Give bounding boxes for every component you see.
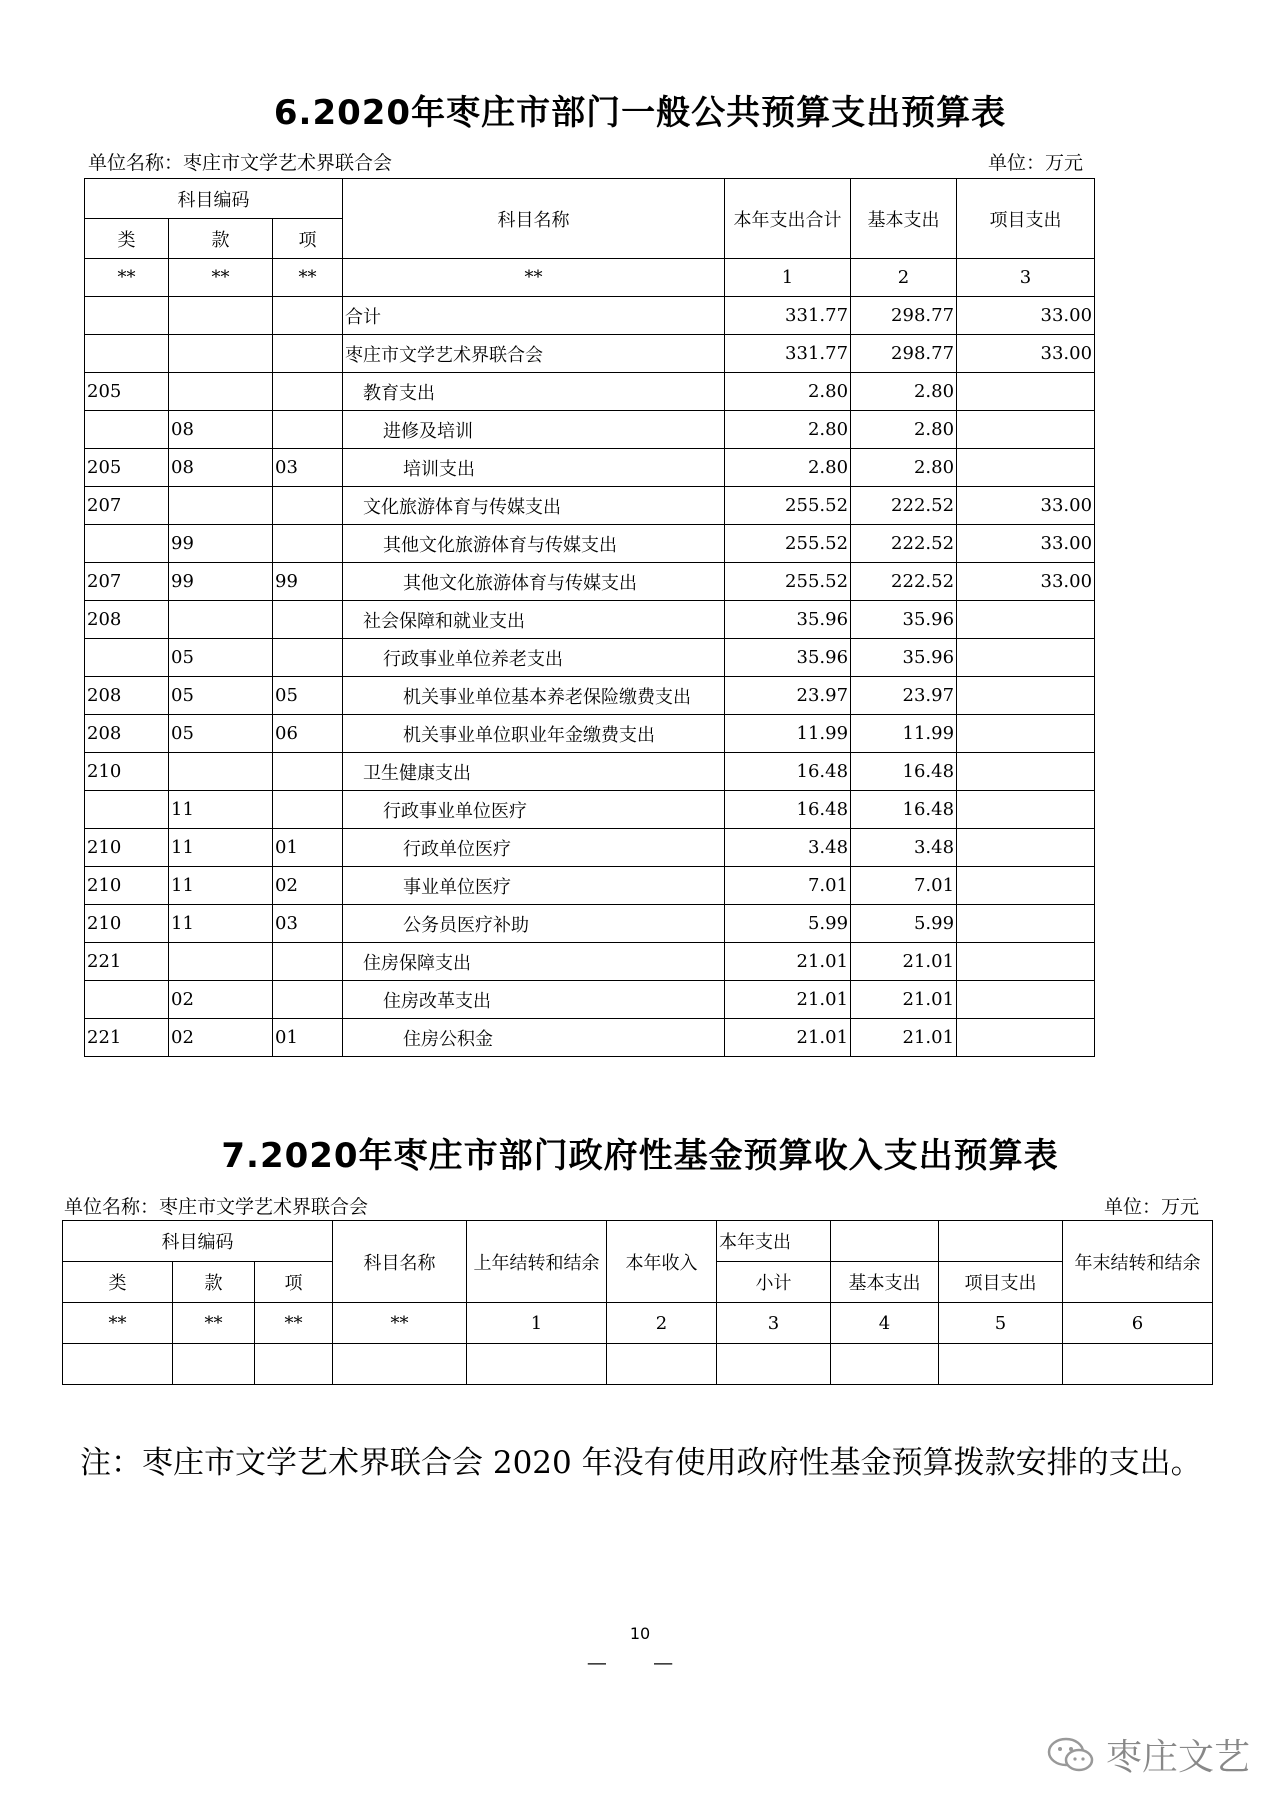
table-row <box>85 829 1095 867</box>
index-cell: ** <box>169 259 273 297</box>
cell-project <box>957 753 1095 791</box>
table-row <box>85 411 1095 449</box>
cell-kuan: 08 <box>169 449 273 487</box>
t7-index-cell: 3 <box>717 1303 831 1344</box>
t7-index-cell: ** <box>333 1303 467 1344</box>
cell-name: 机关事业单位职业年金缴费支出 <box>343 715 725 753</box>
table-row <box>85 791 1095 829</box>
cell-basic: 21.01 <box>851 943 957 981</box>
cell-project: 33.00 <box>957 563 1095 601</box>
cell-name: 卫生健康支出 <box>343 753 725 791</box>
cell-xiang: 05 <box>273 677 343 715</box>
table-row <box>85 373 1095 411</box>
t7-index-cell: 1 <box>467 1303 607 1344</box>
cell-kuan: 99 <box>169 525 273 563</box>
cell-kuan: 11 <box>169 867 273 905</box>
cell-kuan <box>169 373 273 411</box>
cell-kuan: 99 <box>169 563 273 601</box>
note-text: 注：枣庄市文学艺术界联合会 2020 年没有使用政府性基金预算拨款安排的支出。 <box>80 1445 1202 1481</box>
table6 <box>84 178 1095 1057</box>
cell-project <box>957 449 1095 487</box>
index-cell: 1 <box>725 259 851 297</box>
t7-header-name: 科目名称 <box>333 1221 467 1303</box>
cell-basic: 35.96 <box>851 601 957 639</box>
cell-lei: 208 <box>85 715 169 753</box>
cell-kuan: 05 <box>169 639 273 677</box>
t7-index-cell: ** <box>173 1303 255 1344</box>
index-cell: 2 <box>851 259 957 297</box>
table-row <box>85 715 1095 753</box>
cell-name: 公务员医疗补助 <box>343 905 725 943</box>
cell-xiang: 06 <box>273 715 343 753</box>
cell-project <box>957 829 1095 867</box>
cell-project: 33.00 <box>957 487 1095 525</box>
cell-xiang <box>273 639 343 677</box>
t7-header-basic: 基本支出 <box>831 1262 939 1303</box>
cell-kuan: 11 <box>169 905 273 943</box>
cell-xiang: 02 <box>273 867 343 905</box>
cell-total: 255.52 <box>725 487 851 525</box>
cell-name: 住房公积金 <box>343 1019 725 1057</box>
cell-lei: 205 <box>85 449 169 487</box>
cell-lei <box>85 639 169 677</box>
header-kuan: 款 <box>169 219 273 259</box>
cell-total: 2.80 <box>725 411 851 449</box>
cell-basic: 16.48 <box>851 753 957 791</box>
index-cell: 3 <box>957 259 1095 297</box>
cell-total: 2.80 <box>725 373 851 411</box>
table-row <box>85 335 1095 373</box>
header-project: 项目支出 <box>957 179 1095 259</box>
cell-total: 7.01 <box>725 867 851 905</box>
t7-index-cell: 5 <box>939 1303 1063 1344</box>
t7-header-subtotal: 小计 <box>717 1262 831 1303</box>
header-basic: 基本支出 <box>851 179 957 259</box>
cell-xiang <box>273 753 343 791</box>
cell-lei <box>85 525 169 563</box>
cell-project: 33.00 <box>957 335 1095 373</box>
cell-name: 其他文化旅游体育与传媒支出 <box>343 525 725 563</box>
cell-total: 16.48 <box>725 791 851 829</box>
cell-name: 合计 <box>343 297 725 335</box>
cell-xiang: 03 <box>273 449 343 487</box>
cell-basic: 23.97 <box>851 677 957 715</box>
cell-basic: 5.99 <box>851 905 957 943</box>
cell-basic: 222.52 <box>851 487 957 525</box>
cell-basic: 222.52 <box>851 525 957 563</box>
t7-index-cell: 4 <box>831 1303 939 1344</box>
table-row <box>85 563 1095 601</box>
cell-name: 枣庄市文学艺术界联合会 <box>343 335 725 373</box>
cell-project: 33.00 <box>957 297 1095 335</box>
t7-header-end-balance: 年末结转和结余 <box>1063 1221 1213 1303</box>
cell-xiang <box>273 601 343 639</box>
table-row <box>85 525 1095 563</box>
header-name: 科目名称 <box>343 179 725 259</box>
cell-basic: 222.52 <box>851 563 957 601</box>
cell-project <box>957 905 1095 943</box>
cell-xiang <box>273 411 343 449</box>
cell-name: 社会保障和就业支出 <box>343 601 725 639</box>
t7-index-cell: ** <box>255 1303 333 1344</box>
cell-kuan <box>169 601 273 639</box>
cell-basic: 3.48 <box>851 829 957 867</box>
watermark <box>1046 1729 1250 1780</box>
table-row <box>85 1019 1095 1057</box>
cell-total: 21.01 <box>725 943 851 981</box>
t7-header-xiang: 项 <box>255 1262 333 1303</box>
header-code-group: 科目编码 <box>85 179 343 219</box>
table6-title: 6.2020年枣庄市部门一般公共预算支出预算表 <box>273 93 1007 133</box>
cell-total: 21.01 <box>725 1019 851 1057</box>
cell-name: 进修及培训 <box>343 411 725 449</box>
cell-kuan: 05 <box>169 715 273 753</box>
table-row <box>85 639 1095 677</box>
table-row <box>85 905 1095 943</box>
cell-lei <box>85 411 169 449</box>
table-row <box>85 449 1095 487</box>
wechat-icon <box>1046 1735 1096 1775</box>
cell-name: 机关事业单位基本养老保险缴费支出 <box>343 677 725 715</box>
cell-xiang <box>273 791 343 829</box>
table7-org: 单位名称：枣庄市文学艺术界联合会 <box>64 1196 369 1218</box>
t7-header-blank <box>939 1221 1063 1262</box>
cell-kuan: 02 <box>169 1019 273 1057</box>
cell-lei: 210 <box>85 867 169 905</box>
table7 <box>62 1220 1213 1385</box>
cell-name: 行政事业单位养老支出 <box>343 639 725 677</box>
cell-name: 其他文化旅游体育与传媒支出 <box>343 563 725 601</box>
cell-kuan <box>169 335 273 373</box>
cell-total: 3.48 <box>725 829 851 867</box>
header-lei: 类 <box>85 219 169 259</box>
cell-total: 16.48 <box>725 753 851 791</box>
cell-kuan <box>169 753 273 791</box>
cell-basic: 21.01 <box>851 1019 957 1057</box>
index-cell: ** <box>85 259 169 297</box>
cell-lei: 207 <box>85 487 169 525</box>
cell-project <box>957 677 1095 715</box>
table7-title: 7.2020年枣庄市部门政府性基金预算收入支出预算表 <box>221 1136 1059 1176</box>
cell-project <box>957 639 1095 677</box>
cell-total: 35.96 <box>725 639 851 677</box>
cell-project <box>957 943 1095 981</box>
cell-total: 23.97 <box>725 677 851 715</box>
cell-lei: 210 <box>85 829 169 867</box>
cell-project <box>957 1019 1095 1057</box>
cell-lei <box>85 335 169 373</box>
cell-lei: 205 <box>85 373 169 411</box>
cell-total: 331.77 <box>725 335 851 373</box>
cell-xiang <box>273 297 343 335</box>
index-cell: ** <box>273 259 343 297</box>
cell-name: 培训支出 <box>343 449 725 487</box>
watermark-text: 枣庄文艺 <box>1105 1737 1250 1778</box>
cell-xiang <box>273 981 343 1019</box>
t7-header-project: 项目支出 <box>939 1262 1063 1303</box>
cell-kuan: 11 <box>169 829 273 867</box>
cell-basic: 298.77 <box>851 335 957 373</box>
cell-xiang <box>273 943 343 981</box>
cell-project <box>957 791 1095 829</box>
cell-project <box>957 601 1095 639</box>
cell-basic: 298.77 <box>851 297 957 335</box>
cell-xiang <box>273 335 343 373</box>
index-cell: ** <box>343 259 725 297</box>
table6-org: 单位名称：枣庄市文学艺术界联合会 <box>88 152 393 174</box>
t7-index-cell: ** <box>63 1303 173 1344</box>
cell-xiang: 99 <box>273 563 343 601</box>
cell-kuan: 08 <box>169 411 273 449</box>
cell-xiang: 03 <box>273 905 343 943</box>
cell-basic: 35.96 <box>851 639 957 677</box>
cell-project <box>957 867 1095 905</box>
cell-basic: 7.01 <box>851 867 957 905</box>
cell-basic: 11.99 <box>851 715 957 753</box>
cell-total: 331.77 <box>725 297 851 335</box>
t7-index-cell: 2 <box>607 1303 717 1344</box>
table-row <box>85 753 1095 791</box>
cell-project <box>957 981 1095 1019</box>
t7-header-code-group: 科目编码 <box>63 1221 333 1262</box>
cell-lei: 221 <box>85 1019 169 1057</box>
cell-total: 21.01 <box>725 981 851 1019</box>
table-row <box>85 981 1095 1019</box>
table-row <box>85 601 1095 639</box>
cell-lei: 208 <box>85 677 169 715</box>
cell-total: 255.52 <box>725 525 851 563</box>
cell-name: 文化旅游体育与传媒支出 <box>343 487 725 525</box>
t7-header-blank <box>831 1221 939 1262</box>
cell-xiang: 01 <box>273 1019 343 1057</box>
cell-lei: 208 <box>85 601 169 639</box>
cell-total: 2.80 <box>725 449 851 487</box>
t7-header-lei: 类 <box>63 1262 173 1303</box>
cell-lei: 210 <box>85 753 169 791</box>
cell-project: 33.00 <box>957 525 1095 563</box>
cell-xiang: 01 <box>273 829 343 867</box>
cell-kuan: 02 <box>169 981 273 1019</box>
cell-basic: 16.48 <box>851 791 957 829</box>
cell-xiang <box>273 487 343 525</box>
cell-lei <box>85 297 169 335</box>
header-xiang: 项 <box>273 219 343 259</box>
cell-lei: 210 <box>85 905 169 943</box>
t7-empty-row <box>63 1344 1213 1385</box>
cell-name: 住房改革支出 <box>343 981 725 1019</box>
cell-lei <box>85 981 169 1019</box>
cell-xiang <box>273 525 343 563</box>
page-dash: — — <box>586 1650 694 1674</box>
cell-lei: 207 <box>85 563 169 601</box>
cell-kuan <box>169 297 273 335</box>
cell-kuan: 05 <box>169 677 273 715</box>
t7-header-income: 本年收入 <box>607 1221 717 1303</box>
cell-name: 行政单位医疗 <box>343 829 725 867</box>
cell-basic: 21.01 <box>851 981 957 1019</box>
cell-kuan: 11 <box>169 791 273 829</box>
header-total: 本年支出合计 <box>725 179 851 259</box>
cell-total: 5.99 <box>725 905 851 943</box>
cell-xiang <box>273 373 343 411</box>
table7-unit: 单位：万元 <box>1104 1196 1200 1218</box>
cell-kuan <box>169 487 273 525</box>
table-row <box>85 297 1095 335</box>
table-row <box>85 487 1095 525</box>
cell-lei: 221 <box>85 943 169 981</box>
table-row <box>85 943 1095 981</box>
cell-name: 行政事业单位医疗 <box>343 791 725 829</box>
page-number: 10 <box>629 1624 651 1643</box>
cell-name: 事业单位医疗 <box>343 867 725 905</box>
table-row <box>85 677 1095 715</box>
cell-basic: 2.80 <box>851 449 957 487</box>
cell-project <box>957 715 1095 753</box>
cell-basic: 2.80 <box>851 411 957 449</box>
cell-name: 教育支出 <box>343 373 725 411</box>
t7-header-expense-group: 本年支出 <box>717 1221 831 1262</box>
cell-lei <box>85 791 169 829</box>
cell-total: 11.99 <box>725 715 851 753</box>
cell-project <box>957 411 1095 449</box>
cell-kuan <box>169 943 273 981</box>
table-row <box>85 867 1095 905</box>
t7-header-prev-balance: 上年结转和结余 <box>467 1221 607 1303</box>
table6-unit: 单位：万元 <box>988 152 1084 174</box>
t7-index-cell: 6 <box>1063 1303 1213 1344</box>
cell-basic: 2.80 <box>851 373 957 411</box>
cell-total: 35.96 <box>725 601 851 639</box>
t7-header-kuan: 款 <box>173 1262 255 1303</box>
cell-project <box>957 373 1095 411</box>
cell-total: 255.52 <box>725 563 851 601</box>
cell-name: 住房保障支出 <box>343 943 725 981</box>
